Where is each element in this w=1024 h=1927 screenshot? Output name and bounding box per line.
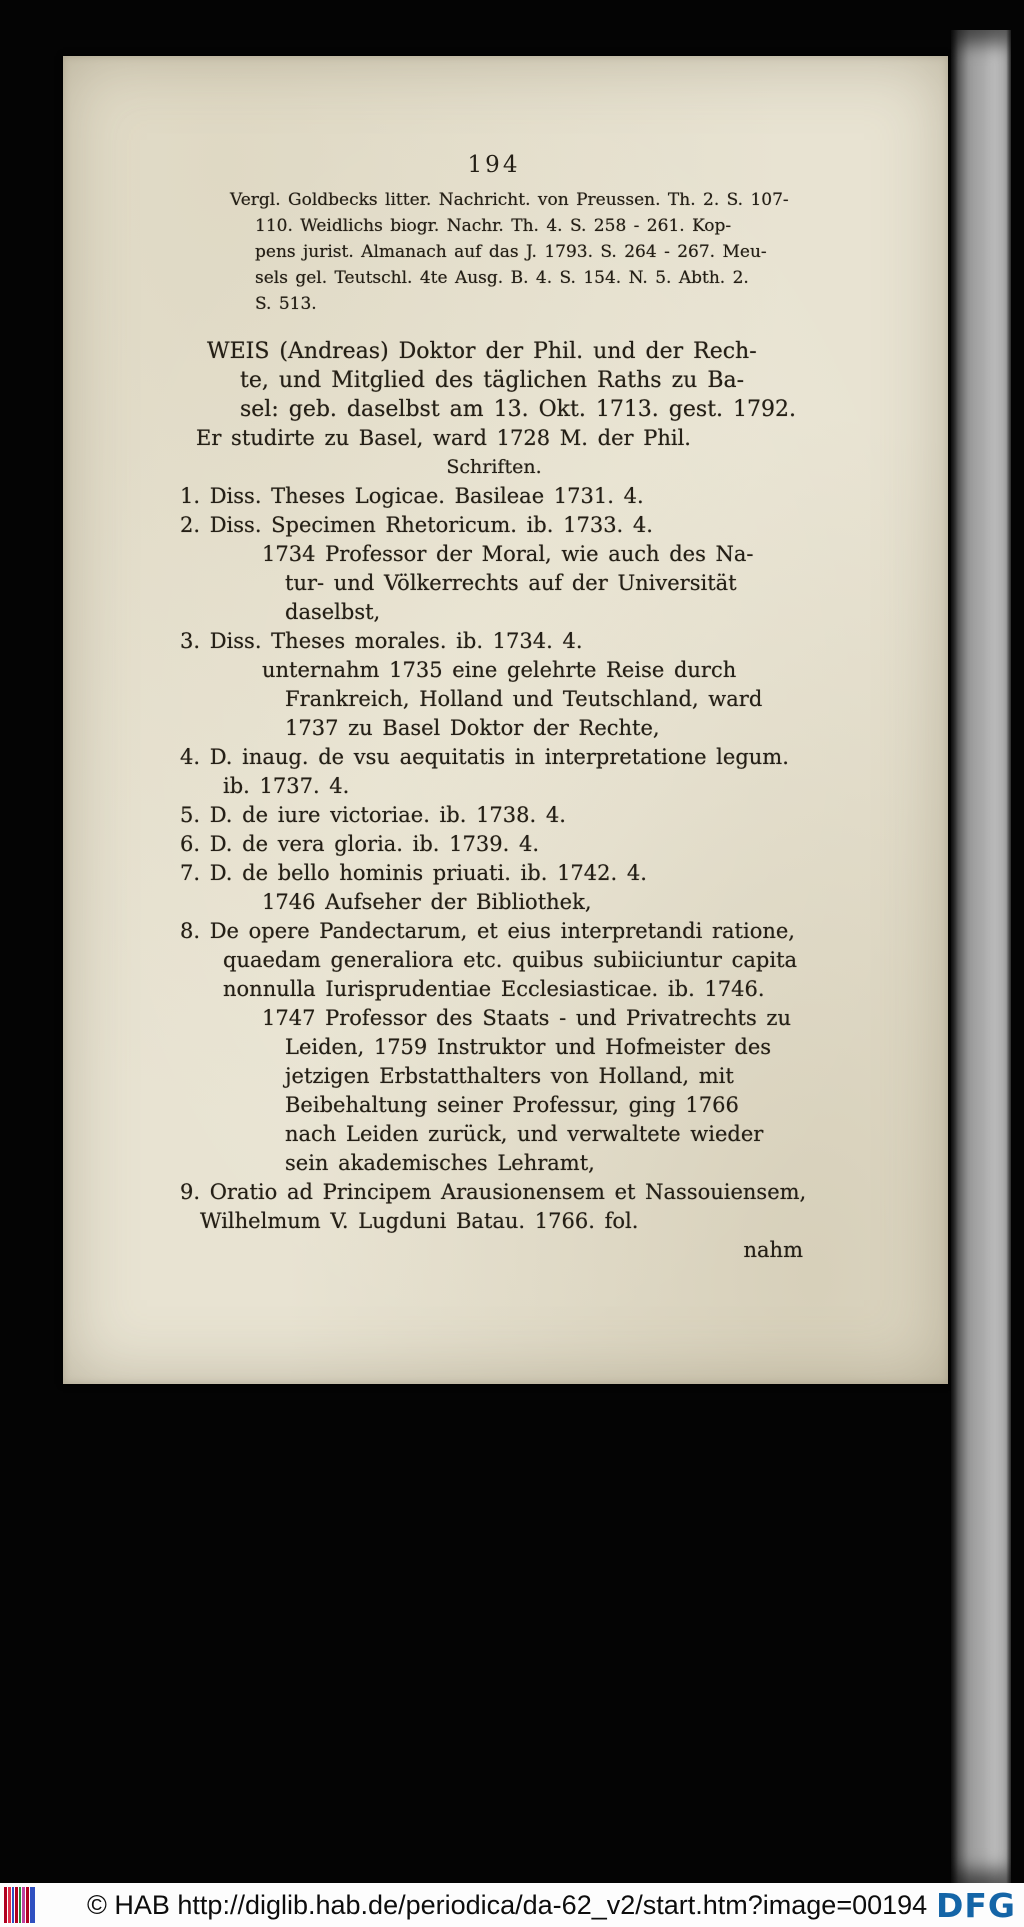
text-line: Schriften.	[446, 456, 542, 478]
text-line: Leiden, 1759 Instruktor und Hofmeister des	[285, 1035, 772, 1059]
text-line: daselbst,	[285, 600, 381, 624]
text-line: sein akademisches Lehramt,	[285, 1151, 595, 1175]
dfg-logo: DFG	[935, 1886, 1016, 1925]
text-line: 110. Weidlichs biogr. Nachr. Th. 4. S. 258 - 261. Kop-	[255, 216, 732, 236]
text-line: 8. De opere Pandectarum, et eius interpretandi ratione,	[180, 919, 795, 943]
text-line: Frankreich, Holland und Teutschland, ward	[285, 687, 763, 711]
text-line: 3. Diss. Theses morales. ib. 1734. 4.	[180, 629, 583, 653]
text-line: 6. D. de vera gloria. ib. 1739. 4.	[180, 832, 539, 856]
text-line: 5. D. de iure victoriae. ib. 1738. 4.	[180, 803, 566, 827]
text-line: 4. D. inaug. de vsu aequitatis in interpretatione legum.	[180, 745, 789, 769]
text-line: 1746 Aufseher der Bibliothek,	[262, 890, 592, 914]
scanned-page	[63, 56, 948, 1384]
text-line: Er studirte zu Basel, ward 1728 M. der Phil.	[196, 426, 691, 450]
text-line: pens jurist. Almanach auf das J. 1793. S. 264 - 267. Meu-	[255, 242, 767, 262]
text-line: ib. 1737. 4.	[223, 774, 350, 798]
text-line: 2. Diss. Specimen Rhetoricum. ib. 1733. 4.	[180, 513, 653, 537]
text-line: unternahm 1735 eine gelehrte Reise durch	[262, 658, 737, 682]
text-line: Beibehaltung seiner Professur, ging 1766	[285, 1093, 739, 1117]
text-line: Vergl. Goldbecks litter. Nachricht. von Preussen. Th. 2. S. 107-	[230, 190, 789, 210]
text-line: nahm	[743, 1238, 803, 1262]
hab-logo-icon	[4, 1887, 35, 1923]
text-line: tur- und Völkerrechts auf der Universität	[285, 571, 737, 595]
text-line: 9. Oratio ad Principem Arausionensem et Nassouiensem,	[180, 1180, 807, 1204]
text-line: 1737 zu Basel Doktor der Rechte,	[285, 716, 660, 740]
text-line: 1. Diss. Theses Logicae. Basileae 1731. 4.	[180, 484, 644, 508]
text-line: 7. D. de bello hominis priuati. ib. 1742. 4.	[180, 861, 647, 885]
book-edge	[951, 30, 1011, 1884]
text-line: WEIS (Andreas) Doktor der Phil. und der Rech-	[207, 339, 757, 364]
text-line: jetzigen Erbstatthalters von Holland, mit	[285, 1064, 734, 1088]
text-line: 1747 Professor des Staats - und Privatrechts zu	[262, 1006, 791, 1030]
page-text-area	[63, 56, 948, 1265]
text-line: sels gel. Teutschl. 4te Ausg. B. 4. S. 154. N. 5. Abth. 2.	[255, 268, 749, 288]
page-number: 194	[467, 152, 521, 178]
text-line: Wilhelmum V. Lugduni Batau. 1766. fol.	[200, 1209, 639, 1233]
text-line: nach Leiden zurück, und verwaltete wieder	[285, 1122, 764, 1146]
text-line: S. 513.	[255, 294, 317, 314]
copyright-text: © HAB http://diglib.hab.de/periodica/da-62_v2/start.htm?image=00194	[87, 1890, 928, 1920]
footer-bar	[0, 1883, 1024, 1927]
text-line: sel: geb. daselbst am 13. Okt. 1713. gest. 1792.	[240, 397, 796, 422]
text-line: nonnulla Iurisprudentiae Ecclesiasticae. ib. 1746.	[223, 977, 765, 1001]
text-line: quaedam generaliora etc. quibus subiiciuntur capita	[223, 948, 798, 972]
page-lines	[63, 187, 948, 1265]
text-line: te, und Mitglied des täglichen Raths zu Ba-	[240, 368, 745, 393]
text-line: 1734 Professor der Moral, wie auch des Na-	[262, 542, 754, 566]
